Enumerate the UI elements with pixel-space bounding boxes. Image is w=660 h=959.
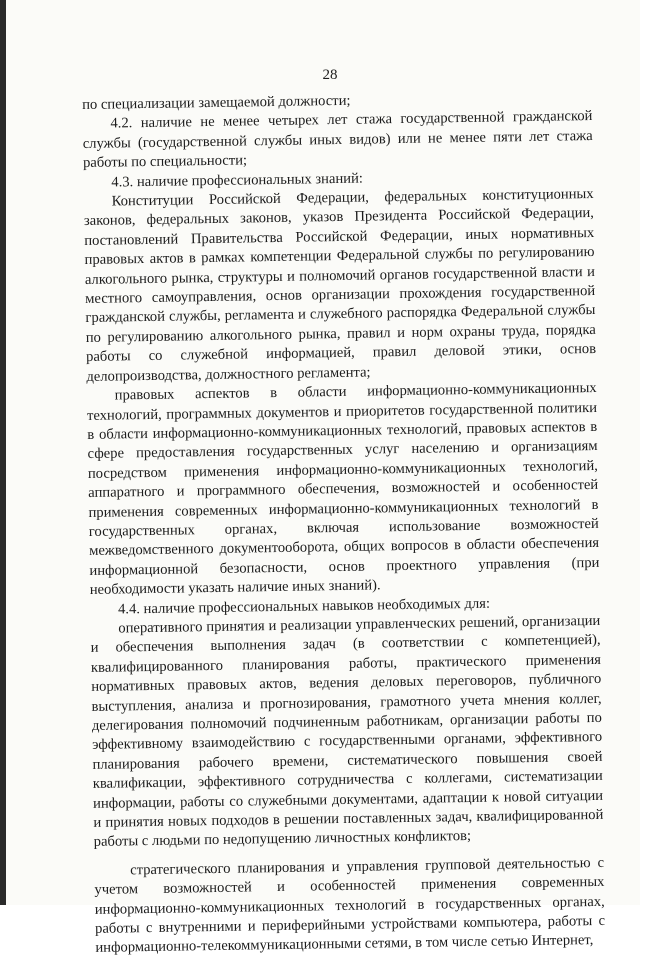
page-number: 28 [322,67,338,83]
paragraph-knowledge-ict: правовых аспектов в области информационно-коммуникационных технологий, программных документов и приоритетов государственной политики в области информационно-коммуникационных технологий, правовых аспектов в сфере предоставления государственных услуг населению и организациям посредством применения информационно-коммуникационных технологий, аппаратного и программного обеспечения, возможностей и особенностей применения современных информационно-коммуникационных технологий в государственных органах, включая использование возможностей межведомственного документооборота, общих вопросов в области обеспечения информационной безопасности, основ проектного управления (при необходимости указать наличие иных знаний). [86,380,600,599]
paragraph-continuation: по специализации замещаемой должности; [82,92,351,113]
paragraph-4-2: 4.2. наличие не менее четырех лет стажа государственной гражданской службы (государственной службы иных видов) или не менее пяти лет стажа работы по специальности; [82,108,593,172]
paragraph-skills-operational: оперативного принятия и реализации управленческих решений, организации и обеспечения выполнения задач (в соответствии с компетенцией), квалифицированного планирования работы, практического применения нормативных правовых актов, ведения деловых переговоров, публичного выступления, анализа и прогнозирования, грамотного учета мнения коллег, делегирования полномочий подчиненным работникам, организации работы по эффективному взаимодействию с государственными органами, эффективного планирования рабочего времени, систематического повышения своей квалификации, эффективного сотрудничества с коллегами, систематизации информации, работы со служебными документами, адаптации к новой ситуации и принятия новых подходов в решении поставленных задач, квалифицированной работы с людьми по недопущению личностных конфликтов; [90,612,604,851]
paragraph-knowledge-law: Конституции Российской Федерации, федеральных конституционных законов, федеральных законов, указов Президента Российской Федерации, постановлений Правительства Российской Федерации, иных нормативных правовых актов в рамках компетенции Федеральной службы по регулированию алкогольного рынка, структуры и полномочий органов государственной власти и местного самоуправления, основ организации прохождения государственной гражданской службы, регламента и служебного распорядка Федеральной службы по регулированию алкогольного рынка, правил и норм охраны труда, порядка работы со служебной информацией, правил деловой этики, основ делопроизводства, должностного регламента; [83,186,597,385]
paragraph-skills-strategic: стратегического планирования и управления групповой деятельностью с учетом возможностей и особенностей применения современных информационно-коммуникационных технологий в государственных органах, работы с внутренними и периферийными устройствами компьютера, работы с информационно-телекоммуникационными сетями, в том числе сетью Интернет, [94,854,606,957]
paragraph-4-3: 4.3. наличие профессиональных знаний: [111,170,363,191]
document-body [82,88,605,959]
paragraph-4-4: 4.4. наличие профессиональных навыков необходимых для: [117,595,491,618]
scan-border [0,0,6,905]
